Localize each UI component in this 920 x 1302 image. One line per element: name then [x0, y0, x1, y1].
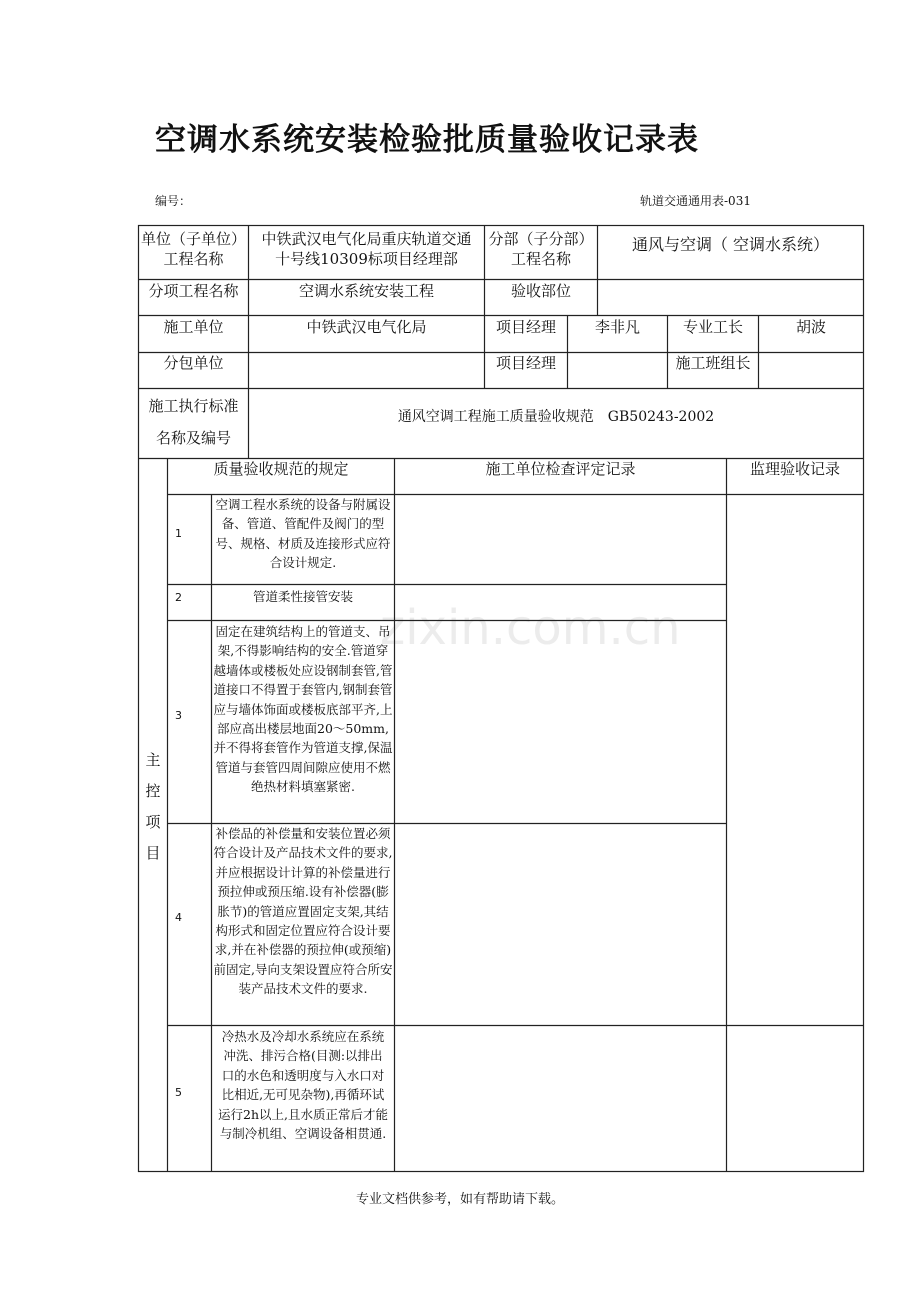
standard-value: 通风空调工程施工质量验收规范 GB50243-2002 — [397, 409, 715, 425]
main-control-char: 控 — [145, 782, 161, 800]
item-number: 1 — [175, 527, 182, 540]
unit-name-value — [249, 226, 484, 279]
unit-name-value-line1: 中铁武汉电气化局重庆轨道交通 — [261, 230, 472, 248]
watermark-text: zixin.com.cn — [380, 600, 681, 656]
subdivision-label-line2: 工程名称 — [510, 250, 571, 268]
contractor-value: 中铁武汉电气化局 — [306, 318, 427, 336]
foreman-value: 胡波 — [795, 318, 826, 336]
col-check-header: 施工单位检查评定记录 — [485, 460, 636, 478]
item-project-label: 分项工程名称 — [148, 282, 239, 300]
subcontractor-value — [249, 353, 484, 388]
accept-part-value — [598, 281, 863, 315]
subcontractor-label: 分包单位 — [163, 354, 224, 372]
footer-note: 专业文档供参考，如有帮助请下载。 — [355, 1192, 564, 1207]
code-label: 编号： — [155, 194, 192, 208]
project-manager-label: 项目经理 — [495, 318, 556, 336]
item-number: 2 — [175, 591, 182, 604]
contractor-label: 施工单位 — [163, 318, 224, 336]
standard-label-line1: 施工执行标准 — [148, 397, 239, 415]
subdivision-label-line1: 分部（子分部） — [488, 230, 594, 248]
standard-label-line2: 名称及编号 — [155, 429, 231, 447]
col-supervision-header: 监理验收记录 — [749, 460, 840, 478]
col-spec-header: 质量验收规范的规定 — [213, 460, 349, 478]
item-requirement: 冷热水及冷却水系统应在系统冲洗、排污合格(目测:以排出口的水色和透明度与入水口对比相近,无可见杂物),再循环试运行2h以上,且水质正常后才能与制冷机组、空调设备相贯通. — [218, 1029, 388, 1142]
accept-part-label: 验收部位 — [510, 282, 571, 300]
team-leader-label: 施工班组长 — [675, 354, 751, 372]
standard-label — [139, 389, 248, 458]
item-number: 4 — [175, 911, 182, 924]
form-number: 轨道交通通用表-031 — [640, 194, 751, 208]
foreman-label: 专业工长 — [682, 318, 743, 336]
main-control-char: 项 — [145, 813, 161, 831]
main-control-char: 目 — [145, 844, 161, 862]
subdivision-label — [485, 226, 597, 279]
form-title: 空调水系统安装检验批质量验收记录表 — [155, 122, 699, 158]
project-manager-value-2 — [568, 353, 667, 388]
item-number: 5 — [175, 1086, 182, 1099]
item-requirement: 固定在建筑结构上的管道支、吊架,不得影响结构的安全.管道穿越墙体或楼板处应设钢制套管,管道接口不得置于套管内,钢制套管应与墙体饰面或楼板底部平齐,上部应高出楼层地面20～50mm,并不得将套管作为管道支撑,保温管道与套管四周间隙应使用不燃绝热材料填塞紧密. — [213, 624, 393, 795]
unit-name-label — [139, 226, 248, 279]
unit-name-label-line2: 工程名称 — [163, 250, 224, 268]
unit-name-label-line1: 单位（子单位） — [140, 230, 246, 248]
item-project-value: 空调水系统安装工程 — [298, 282, 434, 300]
project-manager-label-2: 项目经理 — [495, 354, 556, 372]
subdivision-value: 通风与空调（ 空调水系统） — [631, 235, 830, 254]
main-control-label — [139, 745, 167, 869]
unit-name-value-line2: 十号线10309标项目经理部 — [275, 250, 458, 268]
item-requirement: 管道柔性接管安装 — [252, 589, 353, 604]
project-manager-value: 李非凡 — [594, 318, 640, 336]
team-leader-value — [759, 353, 863, 388]
item-requirement: 补偿品的补偿量和安装位置必须符合设计及产品技术文件的要求,并应根据设计计算的补偿量进行预拉伸或预压缩.设有补偿器(膨胀节)的管道应置固定支架,其结构形式和固定位置应符合设计要求,并在补偿器的预拉伸(或预缩)前固定,导向支架设置应符合所安装产品技术文件的要求. — [213, 826, 393, 997]
item-number: 3 — [175, 709, 182, 722]
item-requirement: 空调工程水系统的设备与附属设备、管道、管配件及阀门的型号、规格、材质及连接形式应符合设计规定. — [215, 497, 391, 571]
main-control-char: 主 — [145, 751, 161, 769]
